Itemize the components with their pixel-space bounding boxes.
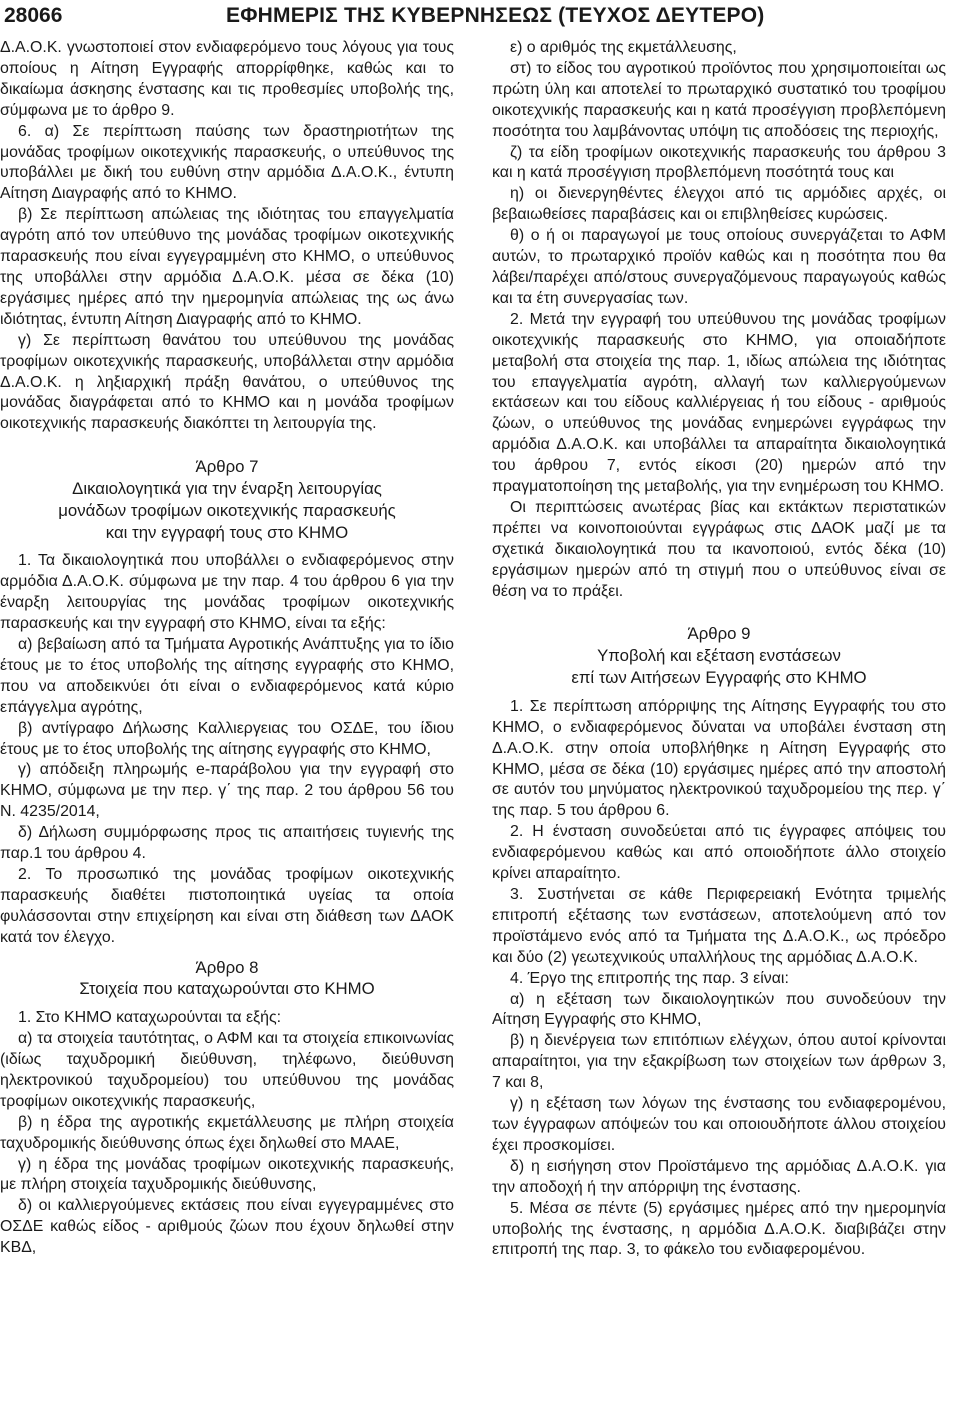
paragraph: β) Σε περίπτωση απώλειας της ιδιότητας του επαγγελματία αγρότη από τον υπεύθυνο της μονάδας τροφίμων οικοτεχνικής παρασκευής που είναι εγγεγραμμένη στο ΚΗΜΟ, ο υπεύθυνος της υποβάλλει στην αρμόδια Δ.Α.Ο.Κ. μέσα σε δέκα (10) εργάσιμες ημέρες από την ημερομηνία απώλειας της ως άνω ιδιότητας, έντυπη Αίτηση Διαγραφής από το ΚΗΜΟ. [0,206,454,328]
paragraph: β) αντίγραφο Δήλωσης Καλλιεργειας του ΟΣΔΕ, του ίδιου έτους με το έτος υποβολής της αίτησης εγγραφής στο ΚΗΜΟ, [0,719,454,758]
paragraph: θ) ο ή οι παραγωγοί με τους οποίους συνεργάζεται το ΑΦΜ αυτών, το πρωταρχικό προϊόν καθώς και η ποσότητα που θα λάβει/παρέχει από/στους συνεργαζόμενους παραγωγούς καθώς και τα έτη συνεργασίας των. [492,227,946,307]
paragraph: ζ) τα είδη τροφίμων οικοτεχνικής παρασκευής του άρθρου 3 και η κατά προσέγγιση προβλεπόμενη ποσότητά τους και [492,143,946,182]
paragraph: 3. Συστήνεται σε κάθε Περιφερειακή Ενότητα τριμελής επιτροπή εξέτασης των ενστάσεων, αποτελούμενη από τον προϊστάμενο ενός από τα Τμήματα της Δ.Α.Ο.Κ., ως πρόεδρο και δύο (2) γεωτεχνικούς υπαλλήλους της αρμόδιας Δ.Α.Ο.Κ. [492,886,946,966]
article-7-subtitle: μονάδων τροφίμων οικοτεχνικής παρασκευής [58,500,396,520]
page-header [0,0,960,40]
paragraph: γ) απόδειξη πληρωμής e-παράβολου για την εγγραφή στο ΚΗΜΟ, σύμφωνα με την περ. γ΄ της παρ. 2 του άρθρου 56 του Ν. 4235/2014, [0,761,454,821]
paragraph: 6. α) Σε περίπτωση παύσης των δραστηριοτήτων της μονάδας τροφίμων οικοτεχνικής παρασκευής, ο υπεύθυνος της υποβάλλει με δική του ευθύνη στην αρμόδια Δ.Α.Ο.Κ., έντυπη Αίτηση Διαγραφής από το ΚΗΜΟ. [0,122,454,203]
paragraph: α) η εξέταση των δικαιολογητικών που συνοδεύουν την Αίτηση Εγγραφής στο ΚΗΜΟ, [492,990,946,1029]
paragraph: γ) Σε περίπτωση θανάτου του υπεύθυνου της μονάδας τροφίμων οικοτεχνικής παρασκευής, υποβάλλεται στην αρμόδια Δ.Α.Ο.Κ. η ληξιαρχική πράξη θανάτου, ο υπεύθυνος της μονάδας διαγράφεται από το ΚΗΜΟ και η μονάδα τροφίμων οικοτεχνικής παρασκευής διακόπτει τη λειτουργία της. [0,331,454,433]
paragraph: δ) οι καλλιεργούμενες εκτάσεις που είναι εγγεγραμμένες στο ΟΣΔΕ καθώς είδος - αριθμούς ζώων που έχουν δηλωθεί στην ΚΒΔ, [0,1197,454,1257]
page-number: 28066 [4,4,63,27]
right-column [492,38,946,1261]
paragraph: 1. Σε περίπτωση απόρριψης της Αίτησης Εγγραφής του στο ΚΗΜΟ, ο ενδιαφερόμενος δύναται να υποβάλει ένσταση στη Δ.Α.Ο.Κ. στην οποία υποβλήθηκε η Αίτηση Εγγραφής στο ΚΗΜΟ, μέσα σε δέκα (10) εργάσιμες ημέρες από την αποστολή σε αυτόν του μηνύματος ηλεκτρονικού ταχυδρομείου της περ. γ΄ της παρ. 5 του άρθρου 6. [492,697,946,820]
paragraph: η) οι διενεργηθέντες έλεγχοι από τις αρμόδιες αρχές, οι βεβαιωθείσες παραβάσεις και οι επιβληθείσες κυρώσεις. [492,185,946,224]
paragraph: γ) η εξέταση των λόγων της ένστασης του ενδιαφερομένου, των έγγραφων απόψεών του και οποιουδήποτε άλλου στοιχείου έχει προσκομίσει. [492,1095,946,1154]
article-9-subtitle: Υποβολή και εξέταση ενστάσεων [597,646,841,666]
paragraph: 1. Στο ΚΗΜΟ καταχωρούνται τα εξής: [18,1009,282,1027]
article-7-title: Άρθρο 7 [195,457,259,477]
gazette-title: ΕΦΗΜΕΡΙΣ ΤΗΣ ΚΥΒΕΡΝΗΣΕΩΣ (ΤΕΥΧΟΣ ΔΕΥΤΕΡΟ) [226,4,765,27]
paragraph: β) η διενέργεια των επιτόπιων ελέγχων, όπου αυτοί κρίνονται απαραίτητοι, για την εξακρίβωση των στοιχείων των άρθρων 3, 7 και 8, [492,1032,946,1092]
paragraph: δ) Δήλωση συμμόρφωσης προς τις απαιτήσεις τυγιενής της παρ.1 του άρθρου 4. [0,824,454,863]
paragraph: 5. Μέσα σε πέντε (5) εργάσιμες ημέρες από την ημερομηνία υποβολής της ένστασης, η αρμόδια Δ.Α.Ο.Κ. διαβιβάζει στην επιτροπή της παρ. 3, το φάκελο του ενδιαφερομένου. [492,1199,946,1259]
paragraph: 2. Μετά την εγγραφή του υπεύθυνου της μονάδας τροφίμων οικοτεχνικής παρασκευής στο ΚΗΜΟ, για οποιαδήποτε μεταβολή στα στοιχεία της παρ. 1, ιδίως απώλεια της ιδιότητας του επαγγελματία αγρότη, αλλαγή των καλλιεργούμενων εκτάσεων και του είδους καλλιέργειας ή του είδους - αριθμούς ζώων, ο υπεύθυνος της μονάδας ενημερώνει εγγράφως την αρμόδια Δ.Α.Ο.Κ. και υποβάλλει τα απαραίτητα δικαιολογητικά του άρθρου 7, εντός είκοσι (20) ημερών από την πραγματοποίηση της μεταβολής, για την ενημέρωση του ΚΗΜΟ. [492,310,946,496]
article-8-title: Άρθρο 8 [195,957,259,977]
left-column [0,38,454,1259]
paragraph: α) τα στοιχεία ταυτότητας, ο ΑΦΜ και τα στοιχεία επικοινωνίας (ιδίως ταχυδρομική διεύθυνση, τηλέφωνο, διεύθυνση ηλεκτρονικού ταχυδρομείου) του υπεύθυνου της μονάδας τροφίμων οικοτεχνικής παρασκευής, [0,1030,454,1110]
paragraph: α) βεβαίωση από τα Τμήματα Αγροτικής Ανάπτυξης για το ίδιο έτους με το έτος υποβολής της αίτησης εγγραφής στο ΚΗΜΟ, που να αποδεικνύει ότι είναι ο ενδιαφερόμενος κατά κύριο επάγγελμα αγρότης, [0,636,454,716]
paragraph: 1. Τα δικαιολογητικά που υποβάλλει ο ενδιαφερόμενος στην αρμόδια Δ.Α.Ο.Κ. σύμφωνα με την παρ. 4 του άρθρου 6 για την έναρξη λειτουργίας της μονάδας τροφίμων οικοτεχνικής παρασκευής και την εγγραφή στο ΚΗΜΟ, είναι τα εξής: [0,552,454,633]
paragraph: 2. Η ένσταση συνοδεύεται από τις έγγραφες απόψεις του ενδιαφερόμενου καθώς και από οποιοδήποτε άλλο στοιχείο κρίνει απαραίτητο. [492,823,946,883]
article-7-subtitle: και την εγγραφή τους στο ΚΗΜΟ [105,522,349,542]
paragraph: β) η έδρα της αγροτικής εκμετάλλευσης με πλήρη στοιχεία ταχυδρομικής διεύθυνσης όπως έχει δηλωθεί στο ΜΑΑΕ, [0,1113,454,1152]
article-8-subtitle: Στοιχεία που καταχωρούνται στο ΚΗΜΟ [79,979,375,999]
article-7-subtitle: Δικαιολογητικά για την έναρξη λειτουργίας [72,479,382,499]
paragraph: Οι περιπτώσεις ανωτέρας βίας και εκτάκτων περιστατικών πρέπει να κοινοποιούνται εγγράφως στις ΔΑΟΚ μαζί με τα σχετικά δικαιολογητικά που τα ικανοποιού, εντός δέκα (10) εργάσιμων ημερών από τη στιγμή που ο υπεύθυνος είναι σε θέση να το πράξει. [492,498,946,600]
paragraph: ε) ο αριθμός της εκμετάλλευσης, [510,39,737,56]
paragraph: 2. Το προσωπικό της μονάδας τροφίμων οικοτεχνικής παρασκευής διαθέτει πιστοποιητικά υγείας τα οποία φυλάσσονται στην επιχείρηση και είναι στη διάθεση των ΔΑΟΚ κατά τον έλεγχο. [0,866,454,946]
article-9-title: Άρθρο 9 [687,624,751,644]
paragraph: δ) η εισήγηση στον Προϊστάμενο της αρμόδιας Δ.Α.Ο.Κ. για την αποδοχή ή την απόρριψη της ένστασης. [492,1157,946,1196]
paragraph: γ) η έδρα της μονάδας τροφίμων οικοτεχνικής παρασκευής, με πλήρη στοιχεία ταχυδρομικής διεύθυνσης, [0,1155,454,1194]
paragraph: 4. Έργο της επιτροπής της παρ. 3 είναι: [510,969,789,987]
paragraph: στ) το είδος του αγροτικού προϊόντος που χρησιμοποιείται ως πρώτη ύλη και αποτελεί το πρωταρχικό συστατικό του τροφίμου οικοτεχνικής παρασκευής και η κατά προσέγγιση προβλεπόμενη ποσότητα του λαμβάνοντας υπόψη τις αποδόσεις της περιοχής, [492,59,946,140]
paragraph: Δ.Α.Ο.Κ. γνωστοποιεί στον ενδιαφερόμενο τους λόγους για τους οποίους η Αίτηση Εγγραφής απορρίφθηκε, καθώς και το δικαίωμα άσκησης ένστασης και τις προθεσμίες υποβολής της, σύμφωνα με το άρθρο 9. [0,39,454,119]
article-9-subtitle: επί των Αιτήσεων Εγγραφής στο ΚΗΜΟ [571,668,867,688]
